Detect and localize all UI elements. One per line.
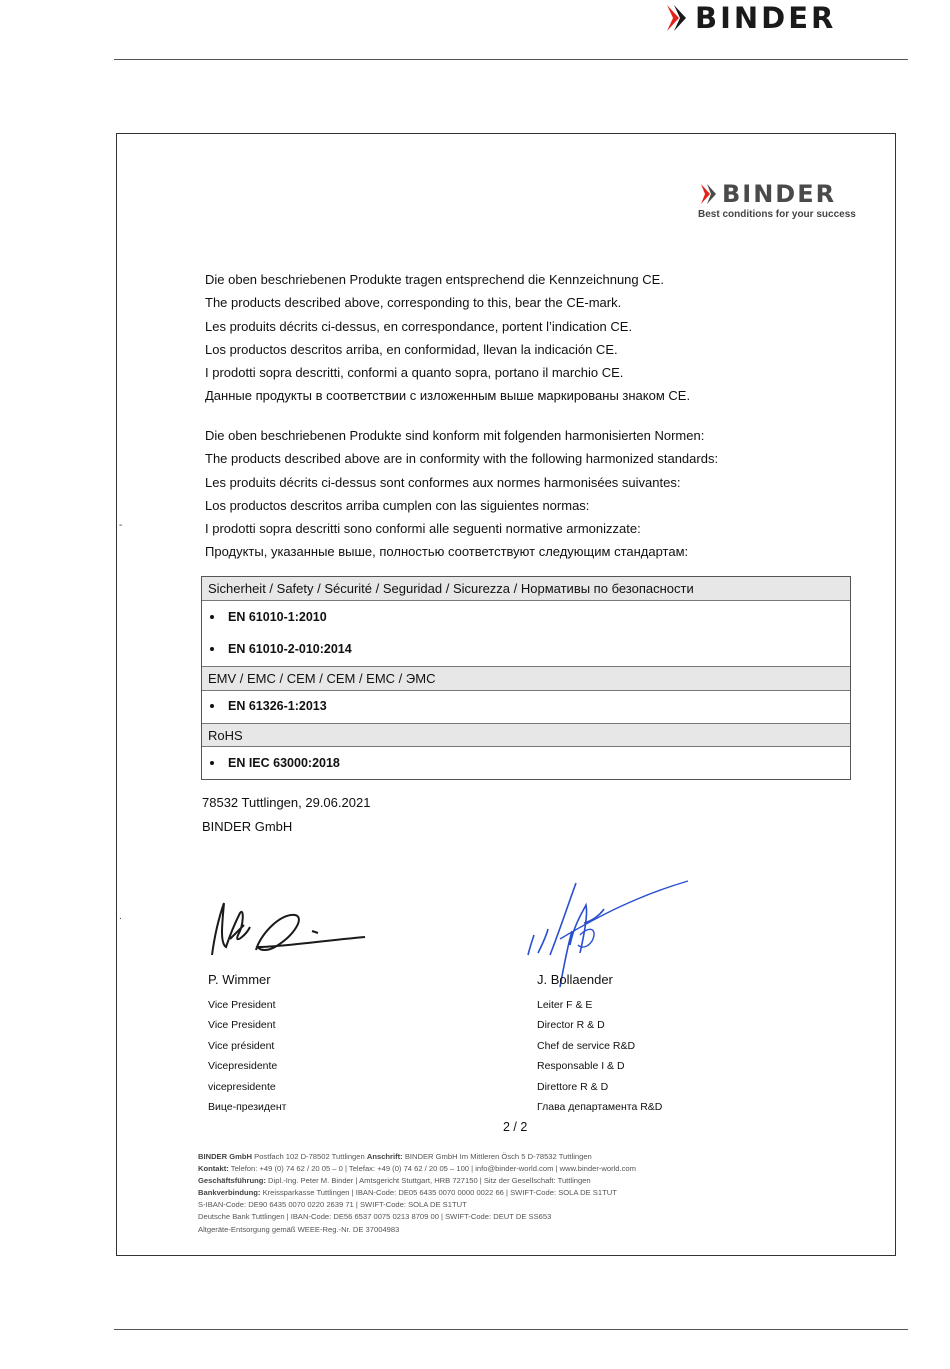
footer-divider [114,1329,908,1330]
stray-mark-dot: . [119,911,122,922]
standard-code: EN IEC 63000:2018 [228,756,340,770]
signer-left-name: P. Wimmer [208,972,271,987]
header-divider [114,59,908,60]
standard-code: EN 61326-1:2013 [228,699,327,713]
footer-line-address [198,1151,636,1163]
signer-left-title: Vice President [208,1019,276,1032]
bullet-icon [210,761,214,765]
page-header-brand: BINDER [695,1,837,35]
binder-arrow-icon [665,4,693,32]
standard-code: EN 61010-1:2010 [228,610,327,624]
footer-line-bank [198,1187,636,1199]
footer-label: Geschäftsführung: [198,1176,266,1186]
stray-mark-dash: - [119,520,123,531]
footer-line-deutsche-bank: Deutsche Bank Tuttlingen | IBAN-Code: DE56 6537 0075 0213 8709 00 | SWIFT-Code: DEUT DE SS653 [198,1212,552,1222]
signature-left [200,895,370,965]
signer-right-title: Leiter F & E [537,999,593,1011]
signer-left-title: Вице-президент [208,1100,287,1113]
ce-statement-de: Die oben beschriebenen Produkte tragen entsprechend die Kennzeichnung CE. [205,272,664,287]
footer-text: Postfach 102 D-78502 Tuttlingen [252,1152,367,1161]
conformity-statement-fr: Les produits décrits ci-dessus sont conformes aux normes harmonisées suivantes: [205,474,681,490]
rohs-heading: RoHS [202,723,850,747]
footer-line-siban: S-IBAN-Code: DE90 6435 0070 0220 2639 71 | SWIFT-Code: SOLA DE S1TUT [198,1200,467,1210]
bullet-icon [210,704,214,708]
letterhead-logo [700,182,875,220]
standard-code: EN 61010-2-010:2014 [228,642,352,656]
ce-statement-fr: Les produits décrits ci-dessus, en correspondance, portent l’indication CE. [205,318,633,334]
footer-text: Telefon: +49 (0) 74 62 / 20 05 – 0 | Telefax: +49 (0) 74 62 / 20 05 – 100 | info@binder-world.com | www.binder-world.com [228,1164,636,1174]
ce-statement-ru: Данные продукты в соответствии с изложенным выше маркированы знаком CE. [205,388,691,404]
conformity-statement-it: I prodotti sopra descritti sono conformi alle seguenti normative armonizzate: [205,521,641,537]
page-number: 2 / 2 [503,1120,528,1134]
bullet-icon [210,647,214,651]
page-header-logo [665,1,837,35]
signer-left-title: vicepresidente [208,1080,276,1093]
footer-line-weee: Altgeräte-Entsorgung gemäß WEEE-Reg.-Nr. DE 37004983 [198,1224,400,1234]
footer-text: BINDER GmbH Im Mittleren Ösch 5 D-78532 Tuttlingen [402,1152,592,1161]
signer-left-titles [208,995,287,1117]
footer-line-contact [198,1163,636,1175]
footer-text: Dipl.-Ing. Peter M. Binder | Amtsgericht Stuttgart, HRB 727150 | Sitz der Gesellschaft: Tuttlingen [265,1176,591,1186]
ce-statement-it: I prodotti sopra descritti, conformi a quanto sopra, portano il marchio CE. [205,365,624,381]
signer-right-title: Responsable I & D [537,1060,625,1073]
ce-statement-block [205,268,825,408]
bullet-icon [210,615,214,619]
signer-right-title: Chef de service R&D [537,1039,636,1052]
signer-right-titles [537,995,662,1117]
signer-right-title: Глава департамента R&D [537,1100,663,1113]
safety-heading: Sicherheit / Safety / Sécurité / Seguridad / Sicurezza / Нормативы по безопасности [202,577,850,601]
binder-arrow-icon [700,183,720,205]
emc-heading: EMV / EMC / CEM / CEM / EMC / ЭМС [202,666,850,691]
footer-line-management [198,1175,636,1187]
conformity-statement-de: Die oben beschriebenen Produkte sind konform mit folgenden harmonisierten Normen: [205,428,705,443]
standard-item [208,699,327,713]
conformity-statement-es: Los productos descritos arriba cumplen con las siguientes normas: [205,497,590,513]
letterhead-tagline: Best conditions for your success [698,209,856,220]
ce-statement-en: The products described above, corresponding to this, bear the CE-mark. [205,295,622,311]
signer-left-title: Vice President [208,999,276,1011]
ce-statement-es: Los productos descritos arriba, en conformidad, llevan la indicación CE. [205,341,618,357]
standard-item [208,756,340,770]
standards-table [201,576,851,780]
company-footer [198,1151,636,1236]
signer-right-name: J. Bollaender [537,972,613,987]
letterhead-brand: BINDER [722,180,837,208]
footer-label: Anschrift: [366,1152,403,1161]
footer-label: BINDER GmbH [198,1152,253,1161]
conformity-statement-block [205,424,825,564]
signer-left-title: Vicepresidente [208,1060,278,1073]
footer-label: Bankverbindung: [198,1188,261,1198]
signer-left-title: Vice président [208,1039,275,1052]
signer-right-title: Direttore R & D [537,1080,609,1093]
footer-text: Kreissparkasse Tuttlingen | IBAN-Code: DE05 6435 0070 0000 0022 66 | SWIFT-Code: SOLA DE S1TUT [260,1188,617,1198]
footer-label: Kontakt: [198,1164,229,1174]
company-name: BINDER GmbH [202,819,293,834]
signer-right-title: Director R & D [537,1019,605,1032]
place-date: 78532 Tuttlingen, 29.06.2021 [202,795,371,810]
conformity-statement-en: The products described above are in conformity with the following harmonized standards: [205,451,719,467]
conformity-statement-ru: Продукты, указанные выше, полностью соответствуют следующим стандартам: [205,544,689,560]
standard-item [208,610,327,624]
standard-item [208,642,352,656]
